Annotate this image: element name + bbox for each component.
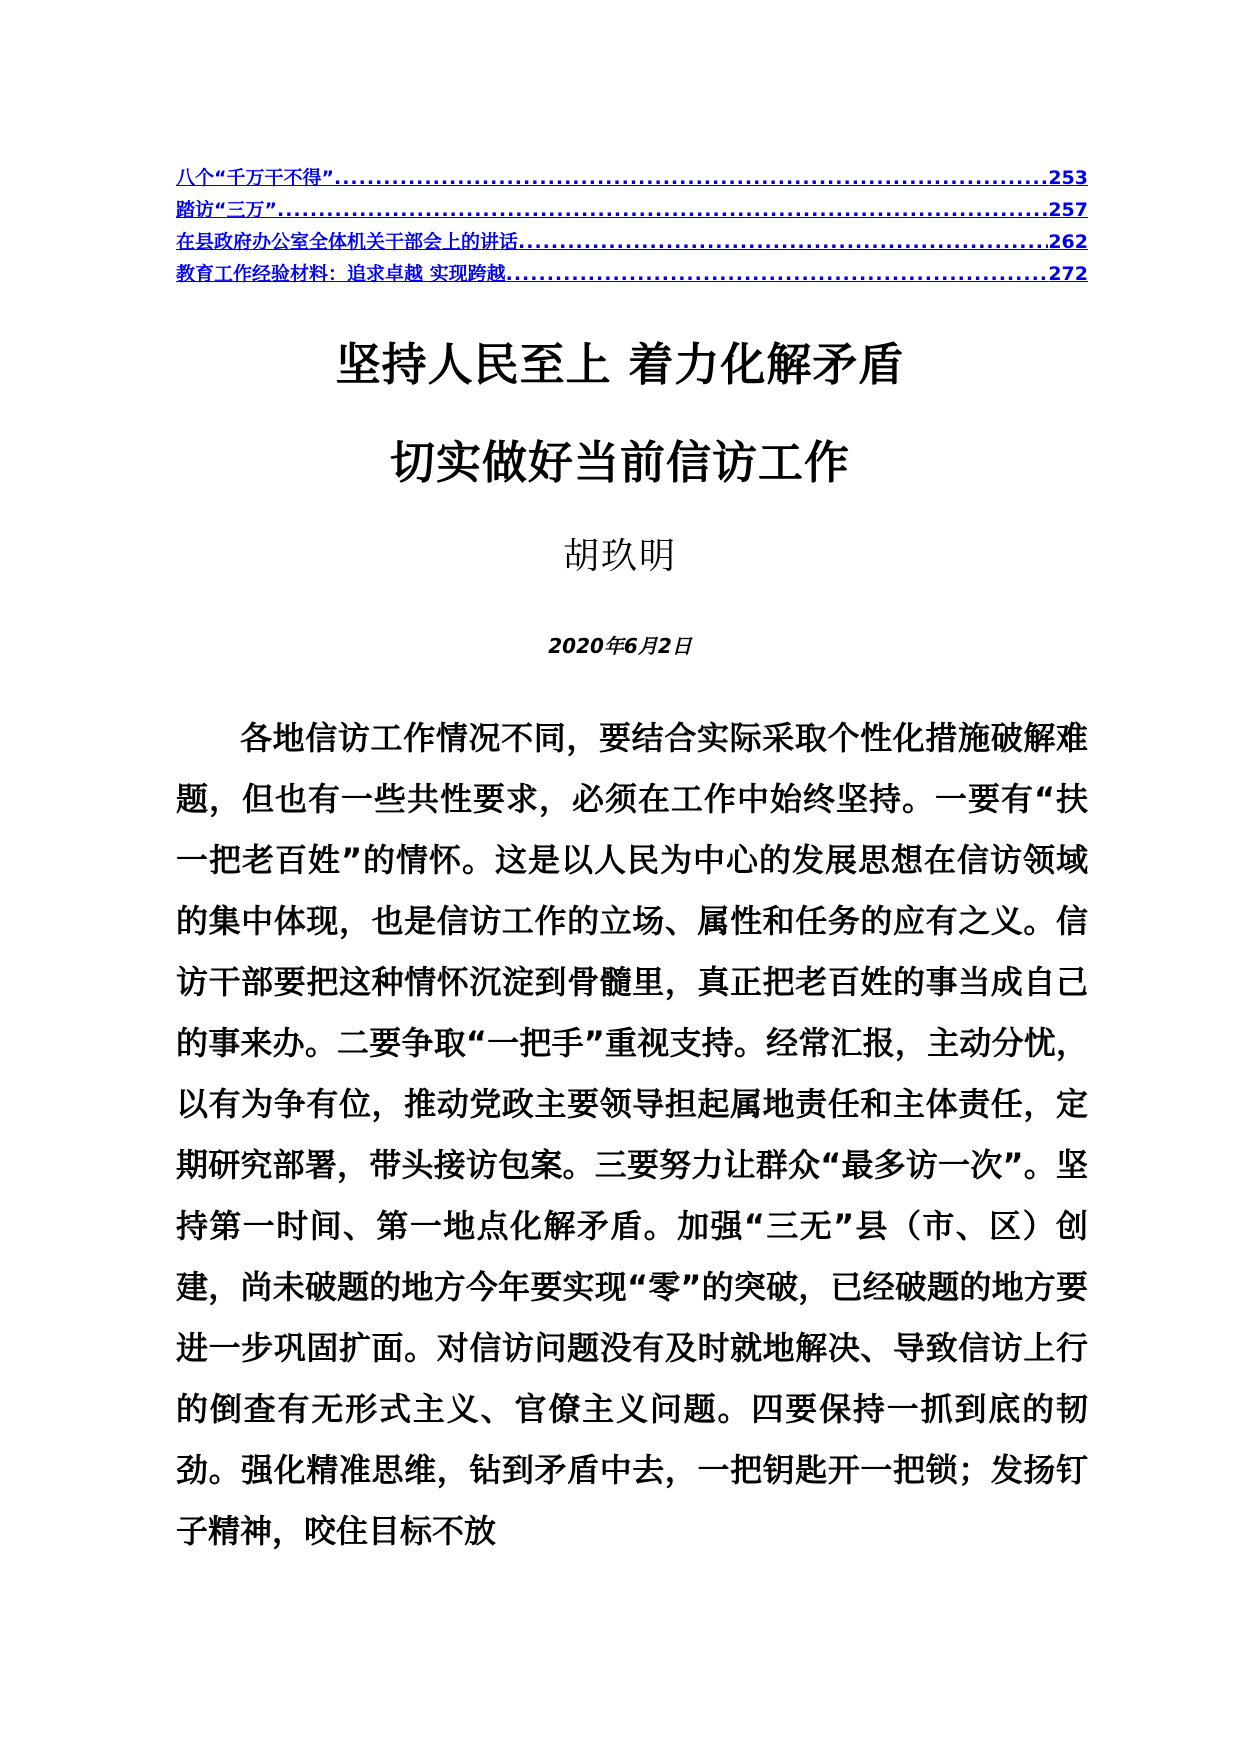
toc-entry-title: 踏访“三万” <box>176 199 277 221</box>
toc-entry-page: 262 <box>1048 231 1088 253</box>
toc-entry-title: 教育工作经验材料：追求卓越 实现跨越 <box>176 263 506 285</box>
toc-dot-leader <box>334 167 1048 189</box>
toc-dot-leader <box>506 263 1049 285</box>
article-author: 胡玖明 <box>562 536 677 577</box>
article-date: 2020年6月2日 <box>548 634 692 658</box>
article-title-line-2: 切实做好当前信访工作 <box>389 436 850 489</box>
toc-entry-page: 253 <box>1048 167 1088 189</box>
toc-entry-page: 257 <box>1048 199 1088 221</box>
toc-entry-link[interactable] <box>176 163 1088 195</box>
toc-entry-link[interactable] <box>176 195 1088 227</box>
article-body-paragraph: 各地信访工作情况不同，要结合实际采取个性化措施破解难题，但也有一些共性要求，必须在工作中始终坚持。一要有“扶一把老百姓”的情怀。这是以人民为中心的发展思想在信访领域的集中体现，也是信访工作的立场、属性和任务的应有之义。信访干部要把这种情怀沉淀到骨髓里，真正把老百姓的事当成自己的事来办。二要争取“一把手”重视支持。经常汇报，主动分忧，以有为争有位，推动党政主要领导担起属地责任和主体责任，定期研究部署，带头接访包案。三要努力让群众“最多访一次”。坚持第一时间、第一地点化解矛盾。加强“三无”县（市、区）创建，尚未破题的地方今年要实现“零”的突破，已经破题的地方要进一步巩固扩面。对信访问题没有及时就地解决、导致信访上行的倒查有无形式主义、官僚主义问题。四要保持一抓到底的韧劲。强化精准思维，钻到矛盾中去，一把钥匙开一把锁；发扬钉子精神，咬住目标不放 <box>176 719 1088 1550</box>
toc-entry-title: 八个“千万干不得” <box>176 167 334 189</box>
toc-entry-link[interactable] <box>176 227 1088 259</box>
toc-entry-page: 272 <box>1048 263 1088 285</box>
toc-entry-link[interactable] <box>176 259 1088 291</box>
toc-dot-leader <box>277 199 1048 221</box>
article-title-line-1: 坚持人民至上 着力化解矛盾 <box>335 338 905 391</box>
toc-dot-leader <box>518 231 1048 253</box>
table-of-contents <box>176 163 1088 291</box>
toc-entry-title: 在县政府办公室全体机关干部会上的讲话 <box>176 231 519 253</box>
